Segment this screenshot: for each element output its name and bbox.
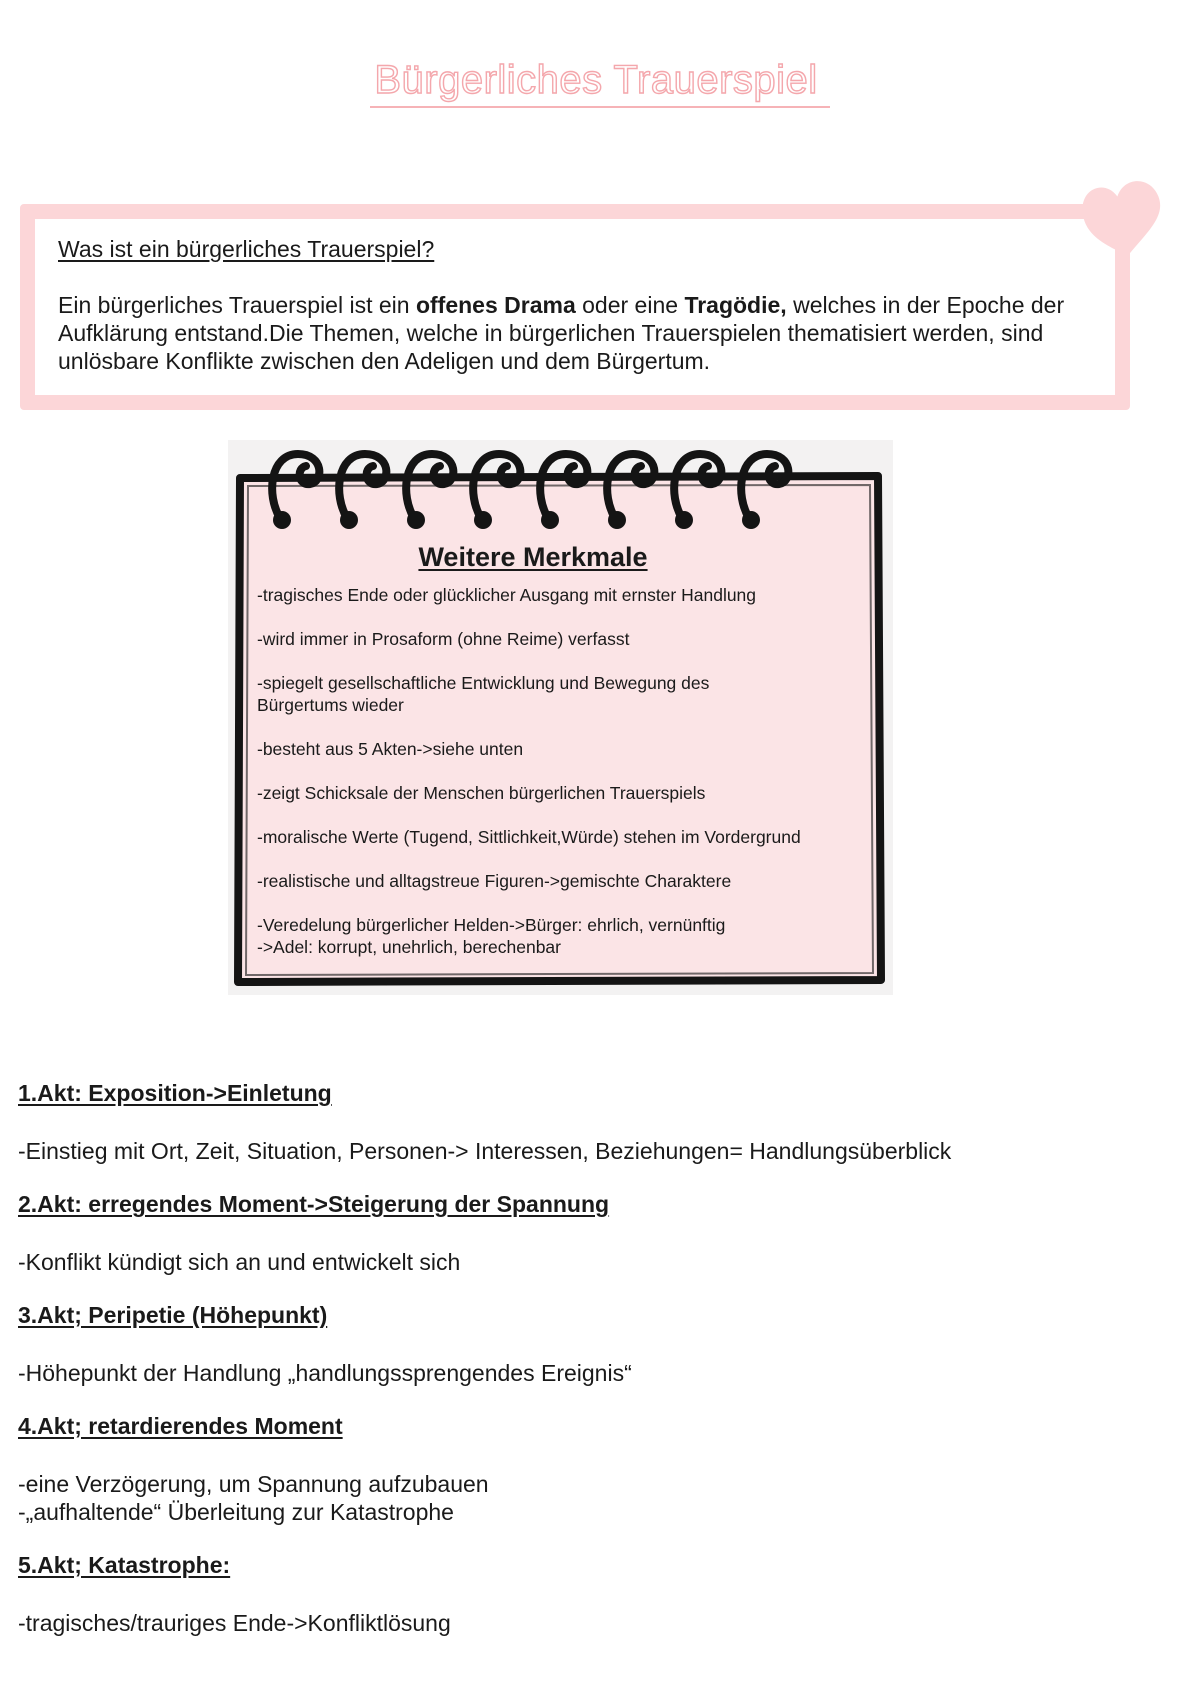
act-block — [18, 1191, 1168, 1276]
definition-question: Was ist ein bürgerliches Trauerspiel? — [58, 236, 435, 262]
act-block — [18, 1552, 1168, 1637]
ring-hole — [541, 511, 559, 529]
heart-icon — [1072, 168, 1172, 268]
act-heading: 3.Akt; Peripetie (Höhepunkt) — [18, 1302, 328, 1328]
act-description: -Einstieg mit Ort, Zeit, Situation, Personen-> Interessen, Beziehungen= Handlungsüberblick — [18, 1138, 952, 1164]
act-heading: 5.Akt; Katastrophe: — [18, 1552, 231, 1578]
acts-section — [18, 1080, 1168, 1663]
act-description: -eine Verzögerung, um Spannung aufzubauen -„aufhaltende“ Überleitung zur Katastrophe — [18, 1471, 489, 1525]
ring-hole — [675, 511, 693, 529]
act-description: -tragisches/trauriges Ende->Konfliktlösung — [18, 1610, 451, 1636]
ring-hole — [608, 511, 626, 529]
list-item: -Veredelung bürgerlicher Helden->Bürger: ehrlich, vernünftig ->Adel: korrupt, unehrlich, berechenbar — [257, 915, 726, 957]
list-item: -besteht aus 5 Akten->siehe unten — [257, 739, 524, 759]
list-item: -zeigt Schicksale der Menschen bürgerlichen Trauerspiels — [257, 783, 706, 803]
list-item: -moralische Werte (Tugend, Sittlichkeit,Würde) stehen im Vordergrund — [257, 827, 801, 847]
definition-text: Ein bürgerliches Trauerspiel ist ein offenes Drama oder eine Tragödie, welches in der Epoche der Aufklärung entstand.Die Themen, welche in bürgerlichen Trauerspielen thematisiert werden, sind unlösbare Konflikte zwischen den Adeligen und dem Bürgertum. — [58, 292, 1065, 374]
act-heading: 2.Akt: erregendes Moment->Steigerung der Spannung — [18, 1191, 610, 1217]
list-item: -realistische und alltagstreue Figuren->gemischte Charaktere — [257, 871, 732, 891]
features-title: Weitere Merkmale — [418, 542, 648, 572]
ring-hole — [340, 511, 358, 529]
act-heading: 4.Akt; retardierendes Moment — [18, 1413, 343, 1439]
act-description: -Höhepunkt der Handlung „handlungssprengendes Ereignis“ — [18, 1360, 632, 1386]
act-block — [18, 1080, 1168, 1165]
list-item: -spiegelt gesellschaftliche Entwicklung und Bewegung des Bürgertums wieder — [257, 673, 710, 715]
features-list — [257, 584, 857, 980]
list-item: -wird immer in Prosaform (ohne Reime) verfasst — [257, 629, 630, 649]
ring-hole — [742, 511, 760, 529]
act-block — [18, 1413, 1168, 1526]
act-description: -Konflikt kündigt sich an und entwickelt sich — [18, 1249, 461, 1275]
page-title: Bürgerliches Trauerspiel — [0, 58, 1200, 103]
ring-hole — [273, 511, 291, 529]
act-block — [18, 1302, 1168, 1387]
list-item: -tragisches Ende oder glücklicher Ausgang mit ernster Handlung — [257, 585, 757, 605]
ring-hole — [474, 511, 492, 529]
ring-hole — [407, 511, 425, 529]
act-heading: 1.Akt: Exposition->Einletung — [18, 1080, 332, 1106]
